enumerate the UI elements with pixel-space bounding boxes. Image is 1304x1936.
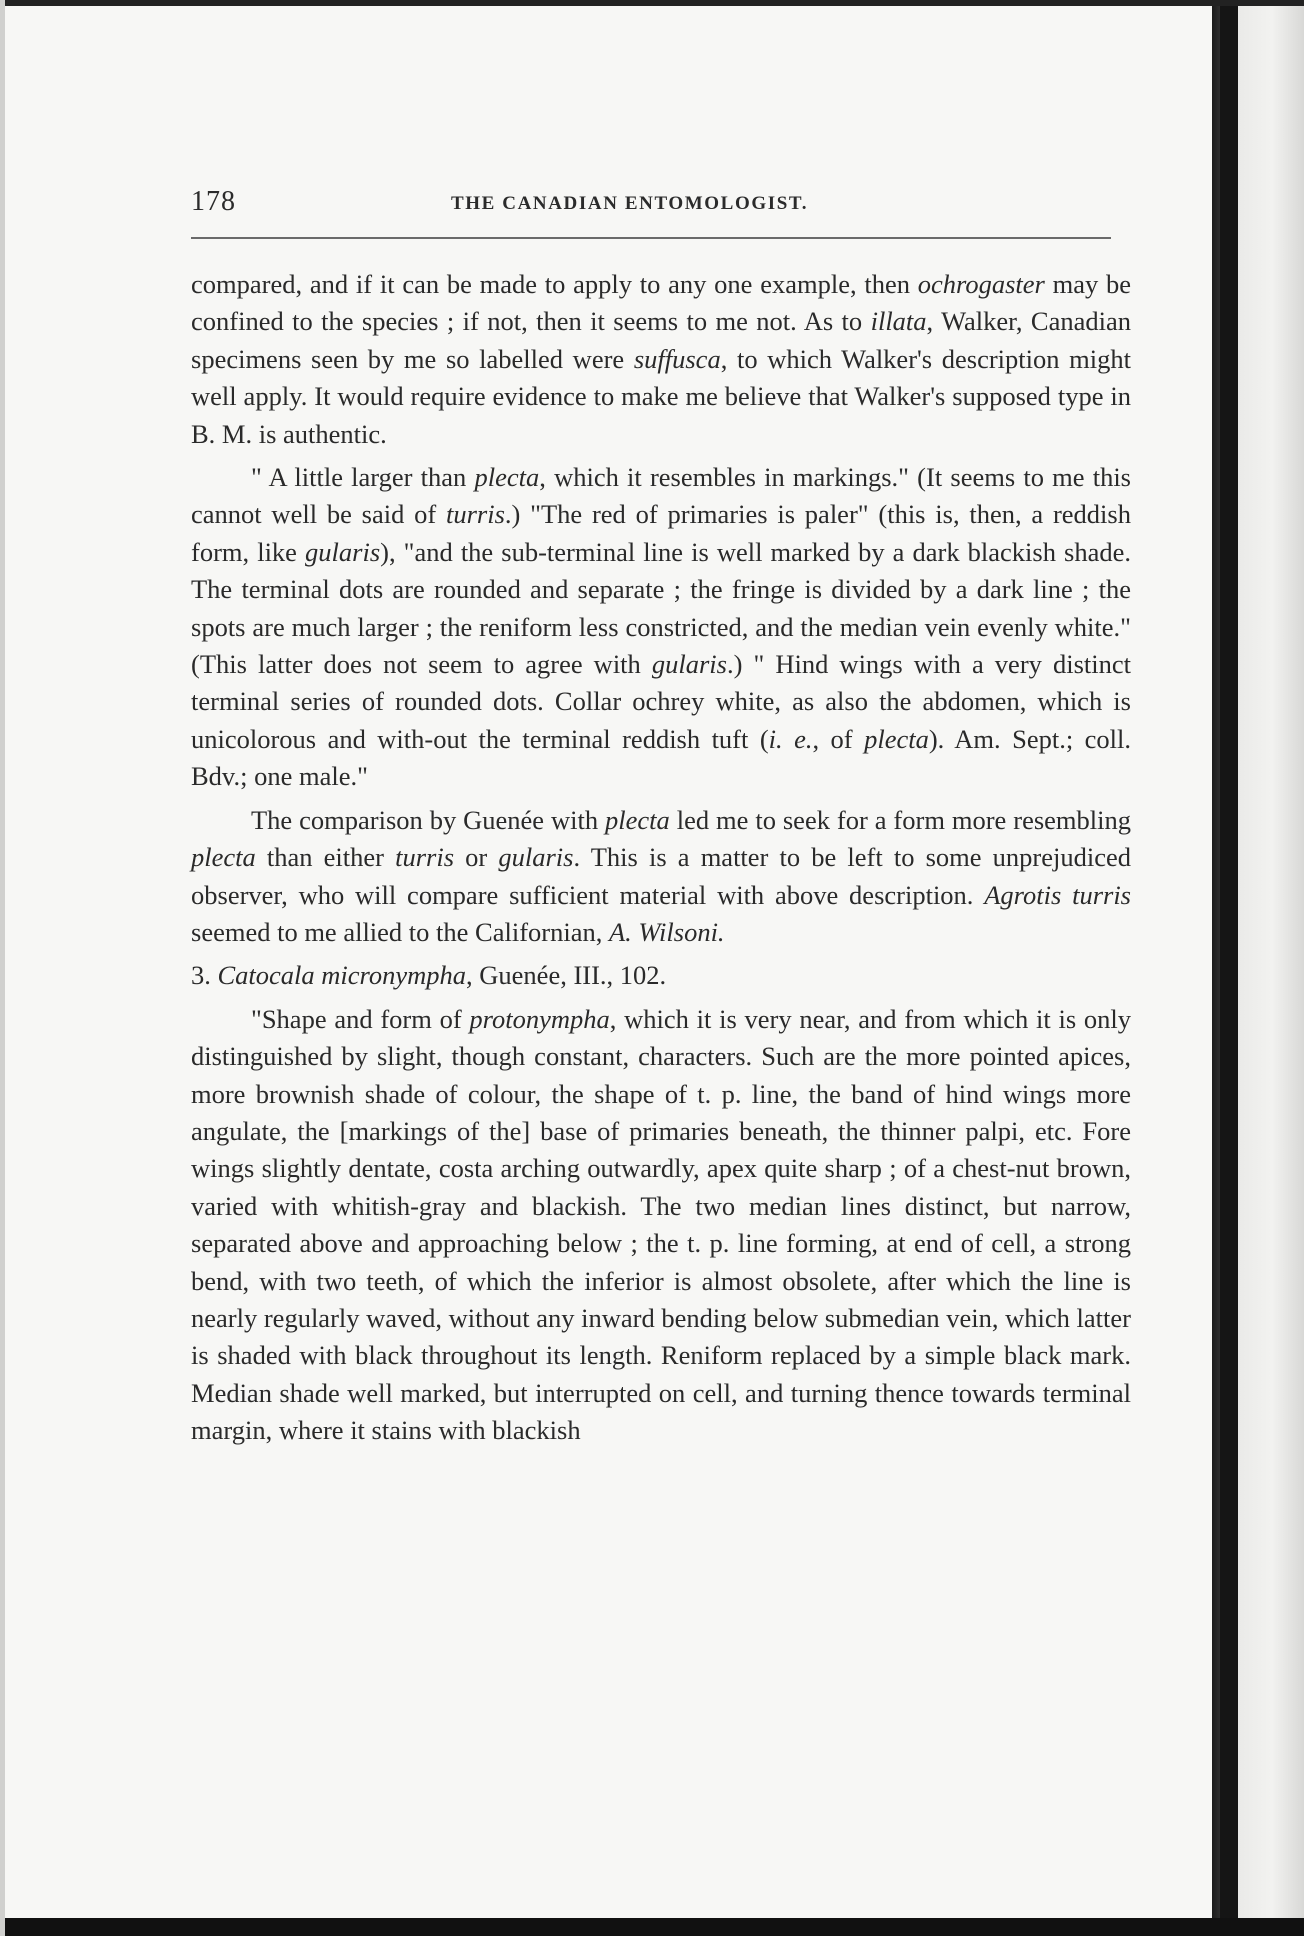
text-run: .) " Hind wings with a very distinct terminal series of rounded dots. Collar ochrey white, as also the abdomen, which is unicolorous and with-out the terminal reddish tuft ( [191, 649, 1131, 754]
italic-term: ochrogaster [917, 269, 1045, 299]
italic-term: Catocala micronympha [217, 960, 467, 991]
italic-term: plecta [474, 462, 540, 493]
italic-term: turris [395, 842, 455, 873]
header-rule [191, 237, 1111, 239]
italic-term: gularis [498, 842, 574, 873]
text-run: , to which Walker's description might well apply. It would require evidence to make me believe that Walker's supposed type in B. M. is authentic. [191, 343, 1131, 449]
paragraph [191, 957, 1131, 994]
running-head [191, 186, 1111, 226]
paragraph [191, 459, 1131, 796]
italic-term: i. e. [768, 723, 813, 754]
italic-term: suffusca [633, 343, 721, 374]
text-run: seemed to me allied to the Californian, [191, 916, 609, 947]
italic-term: plecta [605, 804, 670, 835]
scan-top-edge [0, 0, 1304, 6]
italic-term: gularis [651, 649, 727, 680]
italic-term: illata [870, 306, 927, 337]
text-run: , Guenée, III., 102. [466, 960, 667, 991]
text-run: than either [255, 842, 396, 873]
italic-term: turris [446, 499, 505, 530]
text-run: or [454, 842, 499, 873]
article-body [191, 266, 1131, 1450]
text-run: ). Am. Sept.; coll. Bdv.; one male." [191, 723, 1132, 792]
text-run: , which it resembles in markings." (It seems to me this cannot well be said of [191, 462, 1131, 530]
text-run: , of [812, 723, 865, 754]
text-run: The comparison by Guenée with [251, 804, 606, 835]
text-run: compared, and if it can be made to apply to any one example, then [191, 269, 918, 299]
text-run: "Shape and form of [251, 1003, 470, 1034]
book-binding [1220, 0, 1238, 1936]
italic-term: Agrotis turris [984, 879, 1131, 910]
text-run: ), "and the sub-terminal line is well marked by a dark blackish shade. The terminal dots are rounded and separate ; the fringe is divided by a dark line ; the spots are much larger ; the reniform less constricted, and the median vein evenly white." (This latter does not seem to agree with [191, 536, 1131, 680]
scan-bottom-edge [0, 1918, 1304, 1936]
text-run: , Walker, Canadian specimens seen by me so labelled were [191, 306, 1132, 374]
journal-title: THE CANADIAN ENTOMOLOGIST. [451, 193, 809, 214]
italic-term: plecta [191, 842, 256, 873]
text-run: " A little larger than [251, 462, 475, 493]
text-run: .) "The red of primaries is paler" (this is, then, a reddish form, like [191, 499, 1131, 567]
text-run: 3. [191, 960, 218, 991]
italic-term: plecta [864, 723, 929, 754]
italic-term: gularis [305, 536, 381, 567]
paragraph [191, 802, 1131, 952]
paragraph [191, 266, 1131, 453]
scan-left-edge [0, 0, 5, 1936]
paragraph [191, 1001, 1131, 1450]
page-number: 178 [191, 186, 236, 217]
italic-term: A. Wilsoni. [608, 916, 725, 947]
italic-term: protonympha [469, 1003, 610, 1034]
text-run: may be confined to the species ; if not, then it seems to me not. As to [191, 269, 1131, 337]
text-run: . This is a matter to be left to some unprejudiced observer, who will compare sufficient material with above description. [191, 842, 1131, 910]
text-run: led me to seek for a form more resembling [669, 804, 1131, 835]
text-run: , which it is very near, and from which it is only distinguished by slight, though constant, characters. Such are the more pointed apices, more brownish shade of colour, the shape of t. p. line, the band of hind wings more angulate, the [markings of the] base of primaries beneath, the thinner palpi, etc. Fore wings slightly dentate, costa arching outwardly, apex quite sharp ; of a chest-nut brown, varied with whitish-gray and blackish. The two median lines distinct, but narrow, separated above and approaching below ; the t. p. line forming, at end of cell, a strong bend, with two teeth, of which the inferior is almost obsolete, after which the line is nearly regularly waved, without any inward bending below submedian vein, which latter is shaded with black throughout its length. Reniform replaced by a simple black mark. Median shade well marked, but interrupted on cell, and turning thence towards terminal margin, where it stains with blackish [191, 1003, 1131, 1446]
